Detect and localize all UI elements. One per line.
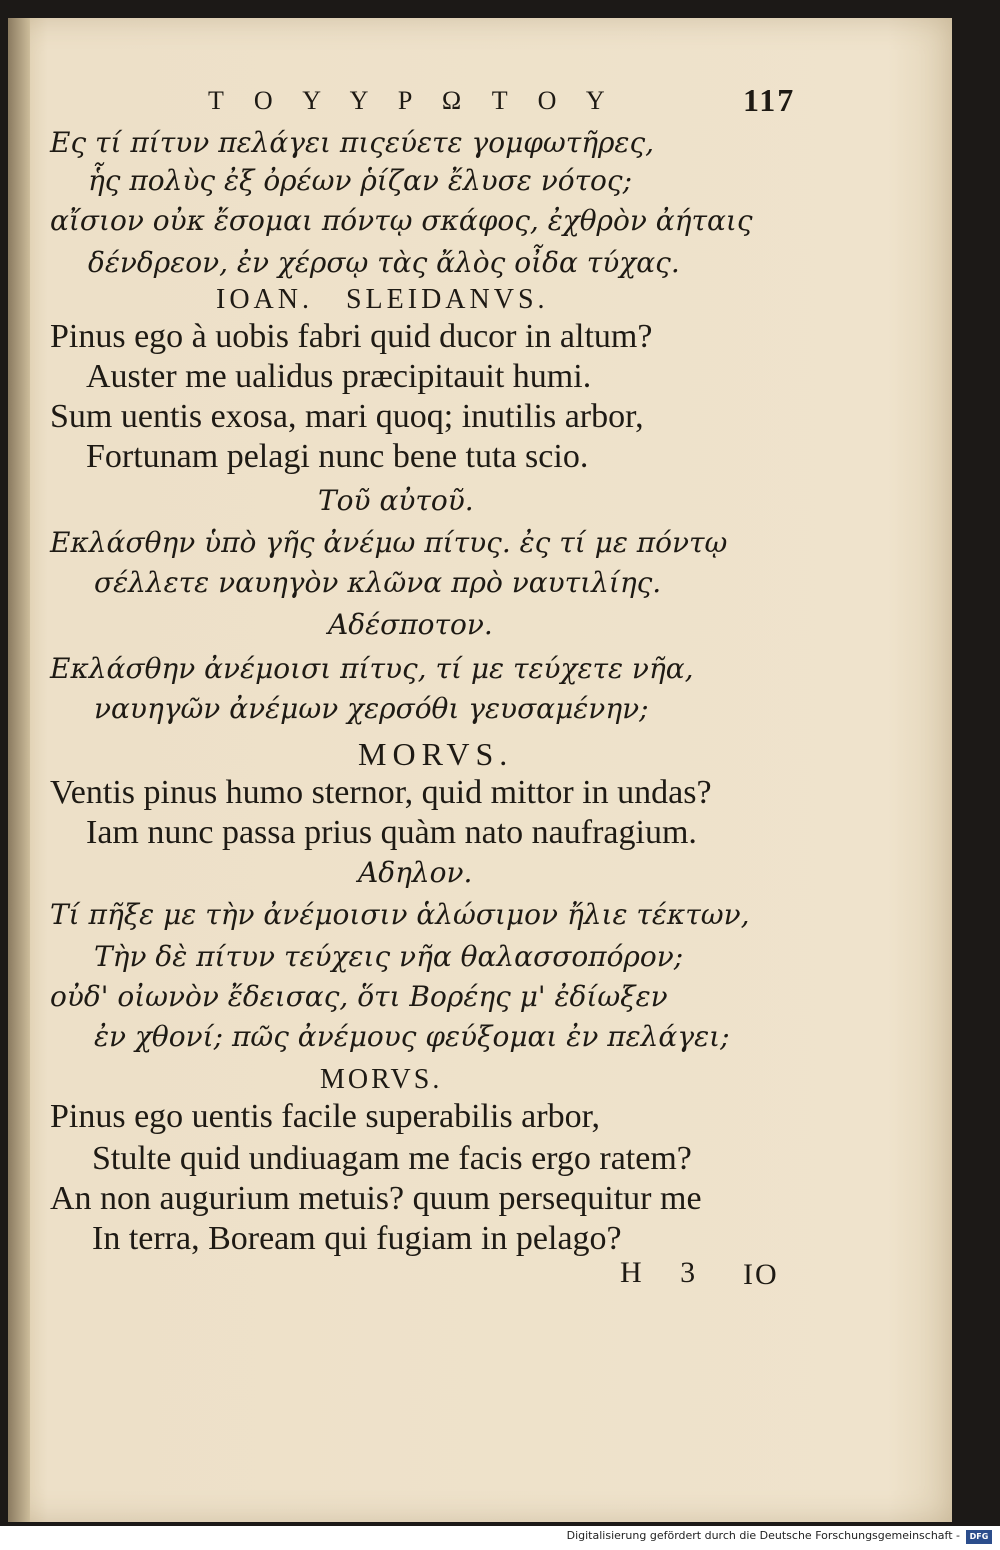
text-line: ἐν χθονί; πῶς ἀνέμους φεύξομαι ἐν πελάγει;	[94, 1020, 730, 1053]
text-line: οὐδ' οἰωνὸν ἔδεισας, ὅτι Βορέης μ' ἐδίωξεν	[50, 980, 668, 1013]
text-line: αἴσιον οὐκ ἔσομαι πόντῳ σκάφος, ἐχθρὸν ἀήταις	[50, 204, 753, 237]
section-heading: IOAN. SLEIDANVS.	[216, 284, 549, 315]
text-line: Εκλάσθην ἀνέμοισι πίτυς, τί με τεύχετε νῆα,	[50, 652, 694, 685]
catchword: IO	[743, 1258, 779, 1291]
dfg-logo: DFG	[966, 1530, 992, 1544]
signature-mark: H 3	[620, 1256, 700, 1289]
section-heading: Αδηλον.	[358, 856, 473, 889]
section-heading: Τοῦ αὐτοῦ.	[318, 484, 474, 517]
text-line: ἧς πολὺς ἐξ ὀρέων ῥίζαν ἔλυσε νότος;	[88, 164, 633, 197]
text-line: Τὴν δὲ πίτυν τεύχεις νῆα θαλασσοπόρον;	[94, 940, 684, 973]
text-line: Stulte quid undiuagam me facis ergo ratem?	[92, 1140, 692, 1177]
text-line: In terra, Boream qui fugiam in pelago?	[92, 1220, 622, 1257]
text-line: Εκλάσθην ὑπὸ γῆς ἀνέμω πίτυς. ἐς τί με πόντῳ	[50, 526, 728, 559]
text-line: Ες τί πίτυν πελάγει πιςεύετε γομφωτῆρες,	[50, 126, 655, 159]
section-heading: Αδέσποτον.	[328, 608, 493, 641]
text-line: ναυηγῶν ἀνέμων χερσόθι γευσαμένην;	[94, 692, 649, 725]
running-title: T O Y Y P Ω T O Y	[208, 86, 617, 115]
text-line: Ventis pinus humo sternor, quid mittor in undas?	[50, 774, 712, 811]
text-line: Τί πῆξε με τὴν ἀνέμοισιν ἁλώσιμον ἤλιε τέκτων,	[50, 898, 750, 931]
text-line: Auster me ualidus præcipitauit humi.	[86, 358, 592, 395]
section-heading: MORVS.	[358, 736, 514, 772]
text-line: Iam nunc passa prius quàm nato naufragium.	[86, 814, 697, 851]
text-line: An non augurium metuis? quum persequitur me	[50, 1180, 702, 1217]
text-line: Sum uentis exosa, mari quoq; inutilis arbor,	[50, 398, 644, 435]
text-line: Pinus ego uentis facile superabilis arbor,	[50, 1098, 601, 1135]
book-page	[8, 18, 952, 1522]
page-binding-shadow	[8, 18, 30, 1522]
section-heading: MORVS.	[320, 1064, 443, 1095]
text-line: δένδρεον, ἐν χέρσῳ τὰς ἄλὸς οἶδα τύχας.	[88, 246, 680, 279]
digitization-credit: Digitalisierung gefördert durch die Deutsche Forschungsgemeinschaft -	[566, 1529, 960, 1542]
text-line: σέλλετε ναυηγὸν κλῶνα πρὸ ναυτιλίης.	[94, 566, 662, 599]
page-number: 117	[743, 82, 796, 118]
text-line: Fortunam pelagi nunc bene tuta scio.	[86, 438, 589, 475]
text-line: Pinus ego à uobis fabri quid ducor in altum?	[50, 318, 653, 355]
